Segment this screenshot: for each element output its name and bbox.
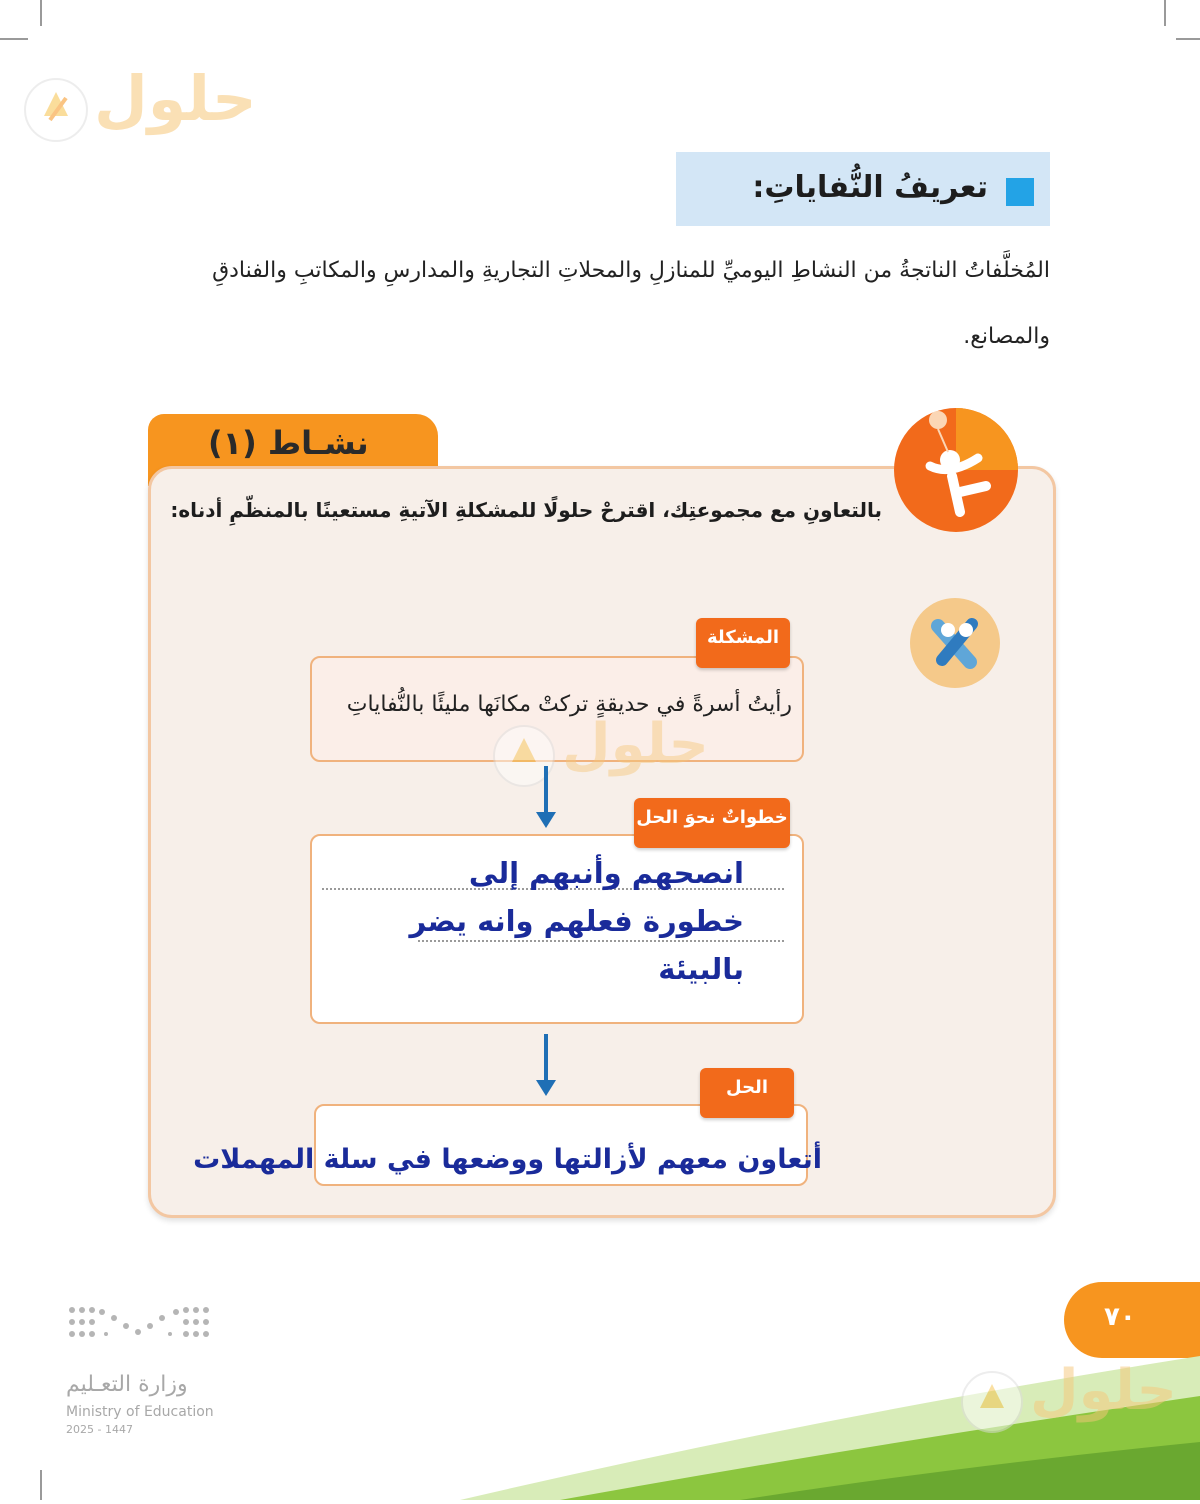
page-number: ٧٠ [1104,1302,1136,1332]
page-number-badge [1064,1282,1200,1358]
crop-mark-top-right-v [1164,0,1166,26]
definition-line-1: المُخلَّفاتُ الناتجةُ من النشاطِ اليوميِّ للمنازلِ والمحلاتِ التجاريةِ والمدارسِ والمكاتبِ والفنادقِ [212,258,1050,283]
crop-mark-top-left-h [0,38,28,40]
ministry-logo-icon [66,1304,214,1354]
watermark-logo-icon [960,1358,1177,1440]
crop-mark-bottom-left-v [40,1470,42,1500]
activity-person-icon [890,400,1022,540]
definition-line-2: والمصانع. [963,324,1050,349]
steps-answer-line-1: انصحهم وأنبهم إلى [468,856,744,890]
ministry-name-ar: وزارة التعـليم [66,1372,188,1397]
crop-mark-top-left-v [40,0,42,26]
solution-answer: أتعاون معهم لأزالتها ووضعها في سلة المهملات [193,1144,822,1175]
watermark-text: حلول [1030,1358,1177,1423]
watermark-logo-icon [22,62,257,148]
section-title-bar [676,152,1050,226]
down-arrow-icon [534,766,558,830]
activity-instruction: بالتعاونِ مع مجموعتِك، اقترحْ حلولًا للمشكلةِ الآتيةِ مستعينًا بالمنظّمِ أدناه: [170,498,882,522]
section-square-icon [1006,178,1034,206]
watermark-text: حلول [562,712,709,777]
section-title: تعريفُ النُّفاياتِ: [752,170,988,205]
solution-label: الحل [700,1068,794,1118]
answer-line [418,940,784,942]
watermark-text: حلول [94,62,257,135]
problem-text: رأيتُ أسرةً في حديقةٍ تركتْ مكانَها مليئًا بالنُّفاياتِ [346,692,792,717]
hands-together-icon [908,596,1002,690]
activity-tab-label: نشـاط (١) [208,424,369,462]
problem-label: المشكلة [696,618,790,668]
steps-label: خطواتٌ نحوَ الحل [634,798,790,848]
ministry-year: 2025 - 1447 [66,1423,133,1436]
crop-mark-top-right-h [1176,38,1200,40]
down-arrow-icon [534,1034,558,1098]
watermark-logo-icon [492,712,709,792]
ministry-name-en: Ministry of Education [66,1404,214,1420]
steps-answer-line-2: خطورة فعلهم وانه يضر [409,904,744,938]
steps-answer-line-3: بالبيئة [658,952,744,986]
